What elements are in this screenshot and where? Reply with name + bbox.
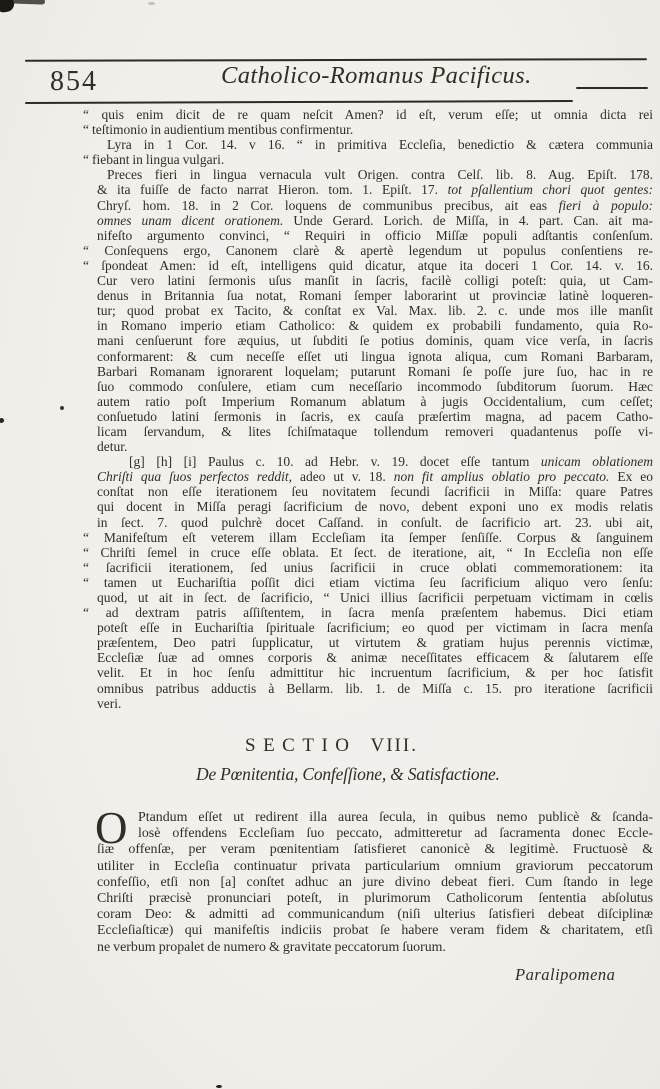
text-line: Preces fieri in lingua vernacula vult Origen. contra Celſ. lib. 8. Aug. Epiſt. 178. (107, 167, 653, 183)
ink-speck (216, 1085, 222, 1088)
text-line: utiliter in Eccleſia continuatur privata particularium omnium graviorum peccatorum (97, 858, 653, 874)
header-rule-bottom-right (576, 87, 648, 89)
paragraph (83, 167, 653, 455)
text-line: conſuetudo latini ſermonis in ſacris, ex cauſa præſertim magna, ad pacem Catho- (97, 408, 653, 424)
text-line: “ ſpondeat Amen: id eſt, intelligens quid dicatur, atque ita doceri 1 Cor. 14. v. 16. (83, 257, 653, 273)
text-line: licam ſervandum, & lites ſchiſmataque tollendum removeri quadantenus poſſe vi- (97, 423, 653, 439)
text-line: omnes unam dicent orationem. Unde Gerard. Lorich. de Miſſa, in 4. part. Can. ait ma- (97, 212, 653, 228)
page-number: 854 (50, 66, 98, 97)
paragraph (83, 454, 654, 711)
main-text-block (83, 107, 654, 711)
header-rule-bottom-left (25, 100, 573, 104)
text-line: & ita fuiſſe de facto narrat Hieron. tom. 1. Epiſt. 17. tot pſallentium chori quot gentes: (97, 182, 653, 198)
top-edge-mark (148, 2, 155, 5)
text-line: præſentem, Deo patri ſupplicatur, ut virtutem & gratiam hujus perennis victimæ, (97, 635, 653, 651)
paragraph (83, 107, 653, 138)
text-line: nifeſto argumento convinci, “ Requiri in officio Miſſæ populi adſtantis conſenſum. (97, 227, 653, 243)
text-line: “ ſacrificii iterationem, ſed unius ſacrificii in cruce oblati commemorationem: ita (83, 559, 653, 575)
text-line: Chryſ. hom. 18. in 2 Cor. loquens de communibus precibus, ait eas fieri à populo: (97, 197, 653, 213)
section-heading-numeral: VIII. (370, 735, 418, 756)
text-line: poteſt eſſe in Euchariſtia ſpirituale ſacrificium; eo quod per victimam in ſacra menſa (97, 620, 653, 636)
text-line: Eccleſiæ ſuæ ad omnes corporis & animæ neceſſitates efficacem & ſalutarem eſſe (97, 650, 653, 666)
section-heading-word: SECTIO (245, 735, 357, 756)
section-heading (245, 735, 418, 757)
text-line: “ quis enim dicit de re quam neſcit Amen? id eſt, verum eſſe; ut omnia dicta rei (83, 107, 653, 122)
text-line: detur. (97, 439, 128, 455)
running-title: Catholico-Romanus Pacificus. (221, 62, 532, 89)
text-line: Chriſti qua ſuos perfectos reddit, adeo ut v. 18. non fit amplius oblatio pro peccato. Ex eo (97, 469, 653, 485)
text-line: “ ad dextram patris aſſiſtentem, in ſacra menſa præſentem habemus. Dici etiam (83, 605, 653, 621)
final-text-block (95, 803, 653, 956)
text-line: coram Deo: & admitti ad communicandum (niſi ulterius ſatisfieri debeat diſciplinæ (97, 907, 653, 923)
section-subtitle: De Pœnitentia, Confeſſione, & Satisfactione. (196, 764, 500, 784)
text-line: autem ratio poſt Imperium Romanum ablatum à jugis Occidentalium, cum ceſſet; (97, 393, 653, 409)
text-line: Chriſti præcisè pronunciari poteſt, in plurimorum Catholicorum ſententia abſolutus (97, 890, 653, 906)
text-line: “ Chriſti ſemel in cruce eſſe oblata. Et ſect. de iteratione, ait, “ In Eccleſia non eſſe (83, 544, 653, 560)
text-line: ne verbum propalet de numero & gravitate peccatorum ſuorum. (97, 939, 446, 955)
text-line: denus in Britannia ſua notat, Romani ſemper laborarint ut provinciæ latinè loqueren- (97, 288, 653, 304)
text-line: veri. (97, 695, 122, 711)
ink-speck (60, 406, 64, 410)
text-line: Cur vero latini ſermonis uſus manſit in ſacris, facilè colligi poteſt: quia, ut Cam- (97, 273, 653, 289)
text-line: losè offendens Eccleſiam ſuo peccato, admitteretur ad ſacramenta donec Eccle- (138, 826, 653, 842)
text-line: conſtat non eſſe iterationem ſeu novitatem ſecundi ſacrificii in Miſſa: quare Patres (97, 484, 653, 500)
text-line: “ teſtimonio in audientium mentibus confirmentur. (83, 122, 354, 138)
text-line: qui docent in Miſſa peragi ſacrificium de novo, debent exponi uno ex modis relatis (97, 499, 653, 515)
ink-speck (0, 418, 4, 423)
text-line: quod, ut ait in ſect. de ſacrificio, “ Unici illius ſacrificii perpetuam victimam in cœlis (97, 590, 653, 605)
text-line: Lyra in 1 Cor. 14. v 16. “ in primitiva Eccleſia, benedictio & cætera communia (107, 137, 653, 153)
text-line: in Romano imperio etiam Catholico: & quidem ex probabili fundamento, quia Ro- (97, 318, 653, 334)
text-line: “ fiebant in lingua vulgari. (83, 152, 225, 168)
text-line: ſiæ offenſæ, per veram pœnitentiam ſatisfieret canonicè & legitimè. Fructuosè & (97, 842, 653, 858)
text-line: Barbari Romanam ignorarent loquelam; putarunt Romani ſe poſſe jure ſuo, hac in re (97, 363, 653, 379)
text-line: [g] [h] [i] Paulus c. 10. ad Hebr. v. 19. docet eſſe tantum unicam oblationem (129, 454, 654, 470)
text-line: velit. Et in hoc ſenſu admittitur hic incruentum ſacrificium, & per hoc ſatisfit (97, 665, 653, 681)
text-line: Ptandum eſſet ut redirent illa aurea ſecula, in quibus nemo publicè & ſcanda- (138, 810, 653, 825)
text-line: “ Manifeſtum eſt veterem illam Eccleſiam ita ſemper ſenſiſſe. Corpus & ſanguinem (83, 529, 653, 545)
text-line: confeſſio, etſi non [a] conſtet adhuc an jure divino debeat fieri. Cum ſtando in lege (97, 874, 653, 890)
corner-ink-smudge (9, 0, 45, 5)
text-line: Eccleſiaſticæ) qui manifeſtis indiciis probat ſe habere veram fidem & charitatem, etſi (97, 923, 653, 939)
text-line: in ſect. 7. quod pulchrè docet Caſſand. in conſult. de ſacrificio art. 23. ubi ait, (97, 514, 653, 530)
drop-cap: O (95, 803, 128, 853)
text-line: conformarent: & cum neceſſe eſſet uti lingua ignota aliqua, cum Romani Barbaram, (97, 348, 653, 364)
text-line: “ tamen ut Euchariſtia poſſit dici etiam victima ſeu ſacrificium aliquo vero ſenſu: (83, 574, 653, 590)
text-line: mani cenſuerunt fore æquius, ut ſubditi ſe potius dominis, quam vice verſa, in ſacris (97, 333, 653, 349)
text-line: ſuo commodo conſulere, etiam cum neceſſario incommodo ſubditorum ſuorum. Hæc (97, 378, 653, 394)
text-line: “ Conſequens ergo, Canonem clarè & apertè legendum ut populus conſentiens re- (83, 242, 653, 258)
paragraph (95, 803, 653, 956)
text-line: omnibus patribus adductis à Bellarm. lib. 1. de Miſſa c. 15. pro iteratione ſacrificii (97, 680, 653, 696)
catchword: Paralipomena (515, 965, 616, 984)
text-line: tur; quod probat ex Tacito, & conſtat ex Val. Max. lib. 2. c. unde mos ille manſit (97, 303, 653, 319)
paragraph (83, 137, 653, 168)
